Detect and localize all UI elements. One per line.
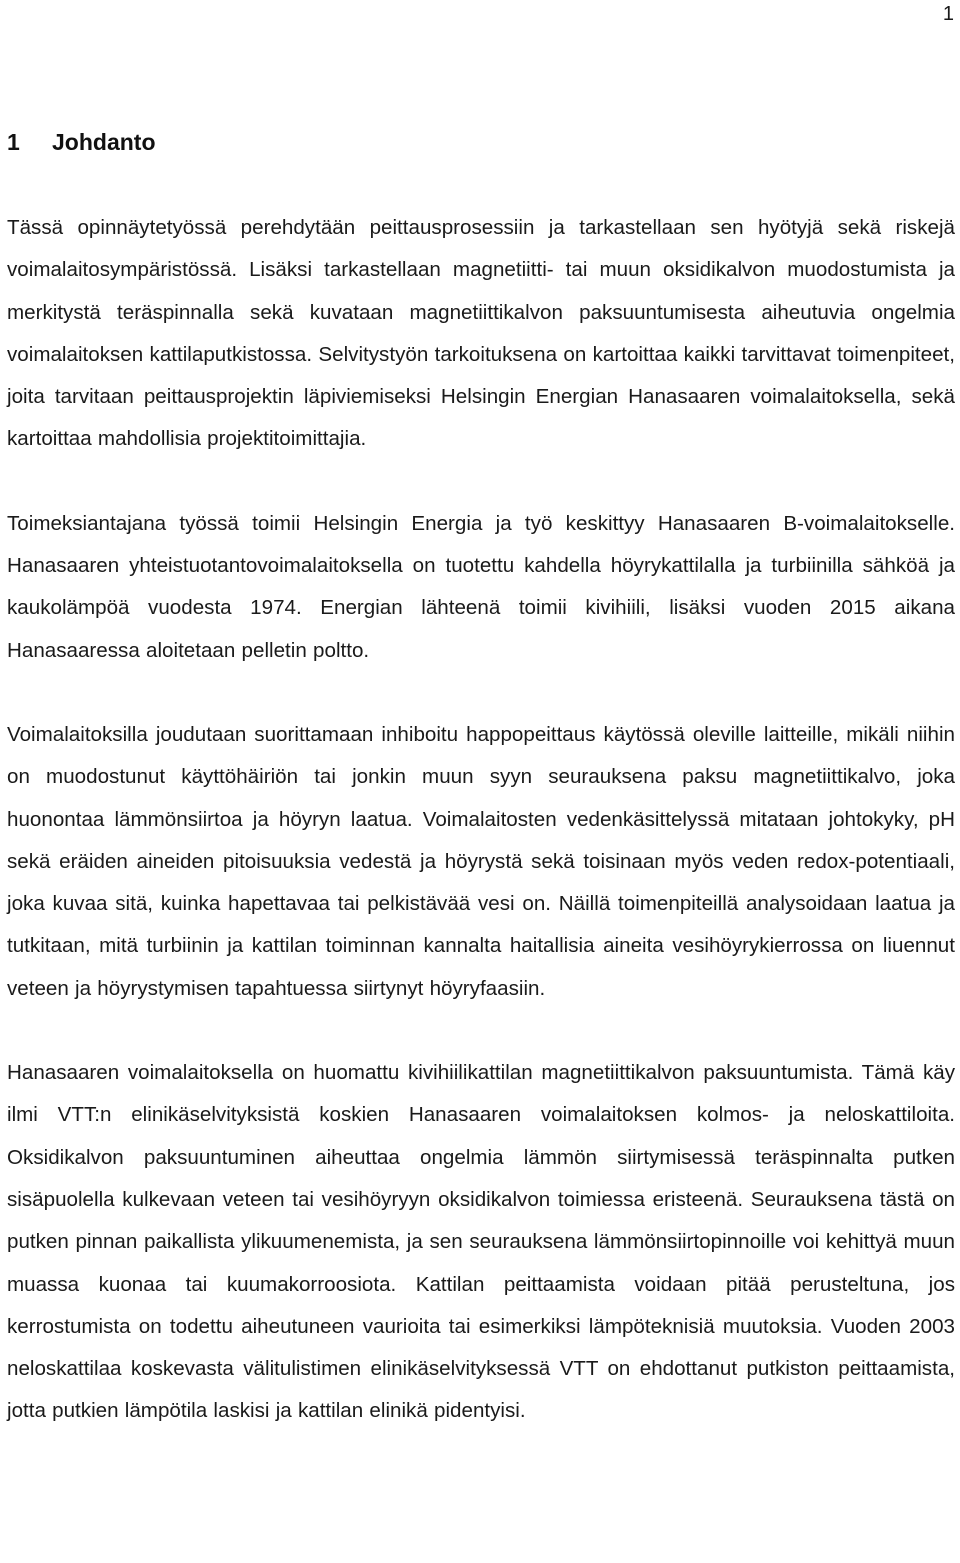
body-text [7,207,955,1433]
page-number: 1 [942,3,954,25]
paragraph-2: Toimeksiantajana työssä toimii Helsingin Energia ja työ keskittyy Hanasaaren B-voimalaitokselle. Hanasaaren yhteistuotantovoimalaitoksella on tuotettu kahdella höyrykattilalla ja turbiinilla sähköä ja kaukolämpöä vuodesta 1974. Energian lähteenä toimii kivihiili, lisäksi vuoden 2015 aikana Hanasaaressa aloitetaan pelletin poltto. [7,511,955,662]
section-title: Johdanto [52,129,156,155]
paragraph-1: Tässä opinnäytetyössä perehdytään peittausprosessiin ja tarkastellaan sen hyötyjä sekä riskejä voimalaitosympäristössä. Lisäksi tarkastellaan magnetiitti- tai muun oksidikalvon muodostumista ja merkitystä teräspinnalla sekä kuvataan magnetiittikalvon paksuuntumisesta aiheutuvia ongelmia voimalaitoksen kattilaputkistossa. Selvitystyön tarkoituksena on kartoittaa kaikki tarvittavat toimenpiteet, joita tarvitaan peittausprojektin läpiviemiseksi Helsingin Energian Hanasaaren voimalaitoksella, sekä kartoittaa mahdollisia projektitoimittajia. [7,216,955,451]
paragraph-3: Voimalaitoksilla joudutaan suorittamaan inhiboitu happopeittaus käytössä oleville laitteille, mikäli niihin on muodostunut käyttöhäiriön tai jonkin muun syyn seurauksena paksu magnetiittikalvo, joka huonontaa lämmönsiirtoa ja höyryn laatua. Voimalaitosten vedenkäsittelyssä mitataan johtokyky, pH sekä eräiden aineiden pitoisuuksia vedestä ja höyrystä sekä toisinaan myös veden redox-potentiaali, joka kuvaa sitä, kuinka hapettavaa tai pelkistävää vesi on. Näillä toimenpiteillä analysoidaan laatua ja tutkitaan, mitä turbiinin ja kattilan toiminnan kannalta haitallisia aineita vesihöyrykierrossa on liuennut veteen ja höyrystymisen tapahtuessa siirtynyt höyryfaasiin. [7,722,955,1000]
section-number: 1 [7,129,20,155]
paragraph-4: Hanasaaren voimalaitoksella on huomattu kivihiilikattilan magnetiittikalvon paksuuntumista. Tämä käy ilmi VTT:n elinikäselvityksistä koskien Hanasaaren voimalaitoksen kolmos- ja neloskattiloita. Oksidikalvon paksuuntuminen aiheuttaa ongelmia lämmön siirtymisessä teräspinnalta putken sisäpuolella kulkevaan veteen tai vesihöyryyn oksidikalvon toimiessa eristeenä. Seurauksena tästä on putken pinnan paikallista ylikuumenemista, ja sen seurauksena lämmönsiirtopinnoille voi kehittyä muun muassa kuonaa tai kuumakorroosiota. Kattilan peittaamista voidaan pitää perusteltuna, jos kerrostumista on todettu aiheutuneen vaurioita tai esimerkiksi lämpöteknisiä muutoksia. Vuoden 2003 neloskattilaa koskevasta välitulistimen elinikäselvityksessä VTT on ehdottanut putkiston peittaamista, jotta putkien lämpötila laskisi ja kattilan elinikä pidentyisi. [7,1061,955,1423]
section-heading [7,126,156,158]
